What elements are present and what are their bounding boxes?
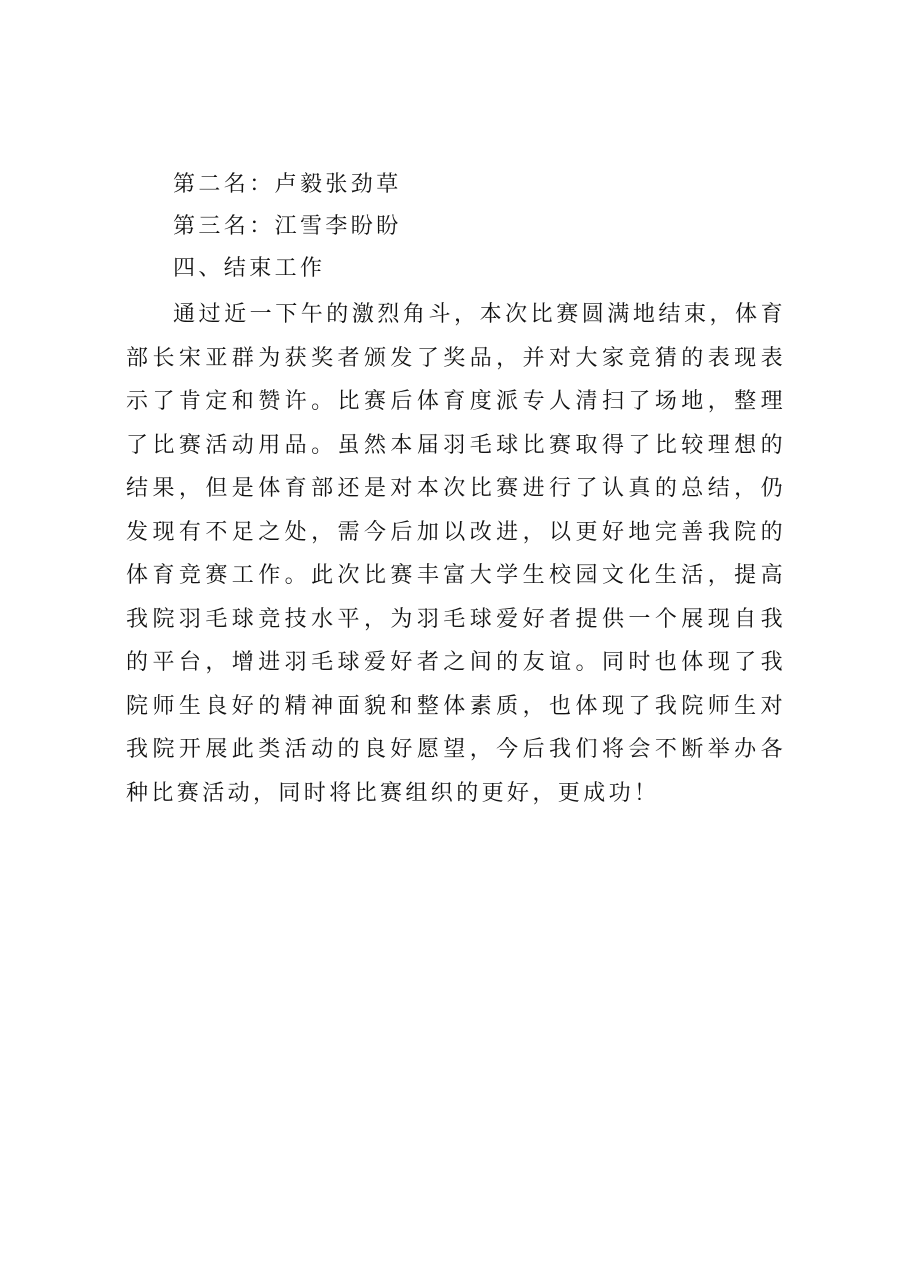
closing-paragraph: 通过近一下午的激烈角斗，本次比赛圆满地结束，体育部长宋亚群为获奖者颁发了奖品，并对大家竞猜的表现表示了肯定和赞许。比赛后体育度派专人清扫了场地，整理了比赛活动用品。虽然本届羽毛球比赛取得了比较理想的结果，但是体育部还是对本次比赛进行了认真的总结，仍发现有不足之处，需今后加以改进，以更好地完善我院的体育竞赛工作。此次比赛丰富大学生校园文化生活，提高我院羽毛球竞技水平，为羽毛球爱好者提供一个展现自我的平台，增进羽毛球爱好者之间的友谊。同时也体现了我院师生良好的精神面貌和整体素质，也体现了我院师生对我院开展此类活动的良好愿望，今后我们将会不断举办各种比赛活动，同时将比赛组织的更好，更成功！ [126, 302, 786, 806]
second-place-line: 第二名：卢毅张劲草 [173, 172, 402, 197]
section-heading: 四、结束工作 [173, 256, 326, 281]
document-body [126, 164, 786, 815]
third-place-line: 第三名：江雪李盼盼 [173, 214, 402, 239]
